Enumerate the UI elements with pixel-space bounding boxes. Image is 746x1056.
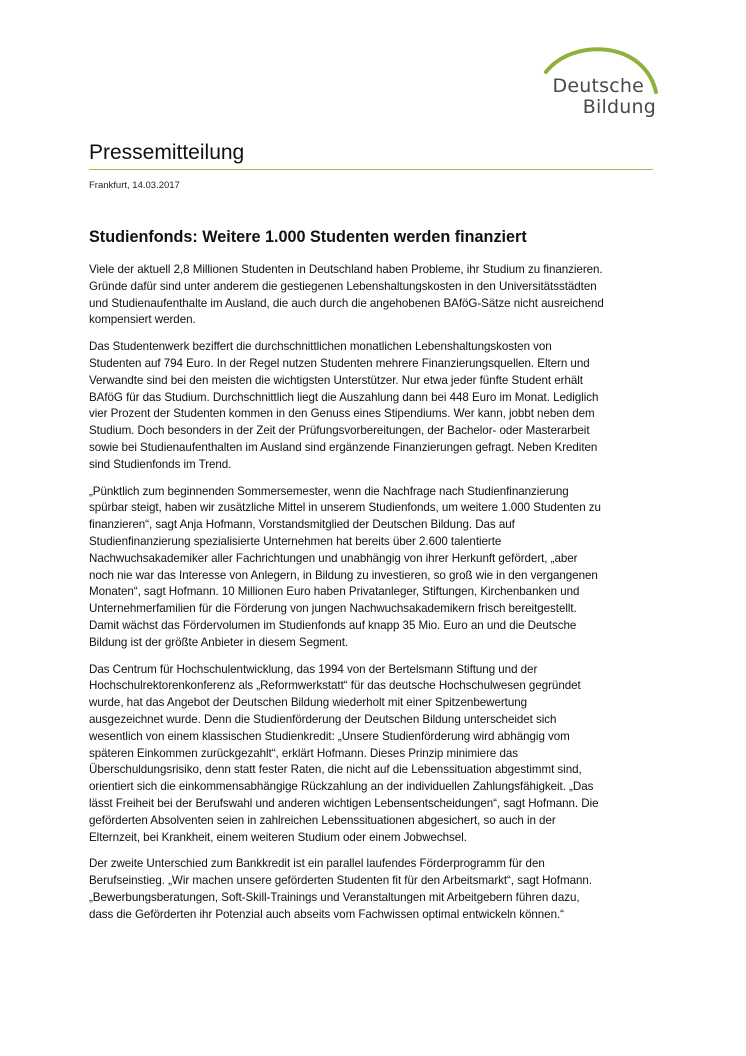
press-body (89, 262, 667, 933)
text-line: wurde, hat das Angebot der Deutschen Bildung wiederholt mit einer Spitzenbewertung (89, 696, 528, 710)
paragraph-5 (89, 856, 667, 923)
text-line: Nachwuchsakademiker aller Fachrichtungen und unabhängig von ihrer Herkunft gefördert, „aber (89, 551, 578, 565)
text-line: kompensiert werden. (89, 313, 196, 327)
text-line: dass die Geförderten ihr Potenzial auch abseits vom Fachwissen optimal entwickeln können.“ (89, 907, 564, 921)
text-line: „Bewerbungsberatungen, Soft-Skill-Trainings und Veranstaltungen mit Arbeitgebern führen dazu, (89, 890, 580, 904)
text-line: und Studienaufenthalte im Ausland, die auch durch die angehobenen BAföG-Sätze nicht ausreichend (89, 296, 604, 310)
text-line: orientiert sich die einkommensabhängige Rückzahlung an der individuellen Zahlungsfähigkeit. „Das (89, 780, 594, 794)
text-line: Der zweite Unterschied zum Bankkredit ist ein parallel laufendes Förderprogramm für den (89, 857, 545, 871)
text-line: Verwandte sind bei den meisten die wichtigsten Unterstützer. Nur etwa jeder fünfte Student erhält (89, 373, 583, 387)
text-line: noch nie war das Interesse von Anlegern, in Bildung zu investieren, so groß wie in den vergangenen (89, 568, 598, 582)
text-line: vier Prozent der Studenten kommen in den Genuss eines Stipendiums. Wer kann, jobbt neben dem (89, 407, 595, 421)
logo-line-1: Deutsche (552, 75, 644, 97)
text-line: Das Centrum für Hochschulentwicklung, das 1994 von der Bertelsmann Stiftung und der (89, 662, 538, 676)
page-title: Pressemitteilung (89, 141, 245, 164)
text-line: ausgezeichnet wurde. Denn die Studienförderung der Deutschen Bildung unterscheidet sich (89, 712, 557, 726)
text-line: Studienfinanzierung spezialisierte Unternehmen hat bereits über 2.600 talentierte (89, 534, 502, 548)
text-line: spürbar steigt, haben wir zusätzliche Mittel in unserem Studienfonds, um weitere 1.000 Studenten zu (89, 501, 601, 515)
deutsche-bildung-logo (532, 44, 662, 124)
text-line: lässt Freiheit bei der Berufswahl und anderen wichtigen Lebensentscheidungen“, sagt Hofmann. Die (89, 796, 599, 810)
text-line: Unternehmerfamilien für die Förderung von jungen Nachwuchsakademikern frisch bereitgestellt. (89, 602, 577, 616)
text-line: Gründe dafür sind unter anderem die gestiegenen Lebenshaltungskosten in den Universitätsstädten (89, 279, 597, 293)
text-line: Elternzeit, bei Krankheit, einem weiteren Studium oder einem Jobwechsel. (89, 830, 467, 844)
press-headline: Studienfonds: Weitere 1.000 Studenten werden finanziert (89, 228, 527, 246)
text-line: Berufseinstieg. „Wir machen unsere geförderten Studenten fit für den Arbeitsmarkt“, sagt Hofmann. (89, 874, 592, 888)
text-line: Überschuldungsrisiko, denn statt fester Raten, die nicht auf die Lebenssituation abgestimmt sind, (89, 763, 582, 777)
text-line: Monaten“, sagt Hofmann. 10 Millionen Euro haben Privatanleger, Stiftungen, Kirchenbanken und (89, 585, 580, 599)
paragraph-4 (89, 662, 667, 847)
text-line: BAföG für das Studium. Durchschnittlich liegt die Auszahlung dann bei 448 Euro im Monat. Lediglich (89, 390, 599, 404)
text-line: Bildung ist der größte Anbieter in diesem Segment. (89, 635, 349, 649)
text-line: Studenten auf 794 Euro. In der Regel nutzen Studenten mehrere Finanzierungsquellen. Eltern und (89, 356, 590, 370)
logo-line-2: Bildung (582, 96, 656, 118)
text-line: wesentlich von einem klassischen Studienkredit: „Unsere Studienförderung wird abhängig vom (89, 729, 570, 743)
text-line: geförderten Absolventen seien in zahlreichen Lebenssituationen abgesichert, so auch in der (89, 813, 556, 827)
text-line: Studium. Doch besonders in der Zeit der Prüfungsvorbereitungen, der Bachelor- oder Masterarbeit (89, 424, 590, 438)
text-line: Das Studentenwerk beziffert die durchschnittlichen monatlichen Lebenshaltungskosten von (89, 340, 552, 354)
text-line: Viele der aktuell 2,8 Millionen Studenten in Deutschland haben Probleme, ihr Studium zu finanzieren. (89, 263, 603, 276)
text-line: „Pünktlich zum beginnenden Sommersemester, wenn die Nachfrage nach Studienfinanzierung (89, 484, 569, 498)
text-line: sowie bei Studienaufenthalten im Ausland sind ergänzende Finanzierungen gefragt. Neben Krediten (89, 440, 598, 454)
title-divider (89, 169, 653, 170)
text-line: sind Studienfonds im Trend. (89, 457, 232, 471)
paragraph-2 (89, 339, 667, 473)
text-line: Hochschulrektorenkonferenz als „Reformwerkstatt“ für das deutsche Hochschulwesen gegründet (89, 679, 581, 693)
text-line: späteren Einkommen zurückgezahlt“, erklärt Hofmann. Dieses Prinzip minimiere das (89, 746, 519, 760)
dateline: Frankfurt, 14.03.2017 (89, 180, 180, 191)
paragraph-3 (89, 484, 667, 652)
paragraph-1 (89, 262, 667, 329)
text-line: finanzieren“, sagt Anja Hofmann, Vorstandsmitglied der Deutschen Bildung. Das auf (89, 518, 515, 532)
text-line: Damit wächst das Fördervolumen im Studienfonds auf knapp 35 Mio. Euro an und die Deutsche (89, 618, 577, 632)
